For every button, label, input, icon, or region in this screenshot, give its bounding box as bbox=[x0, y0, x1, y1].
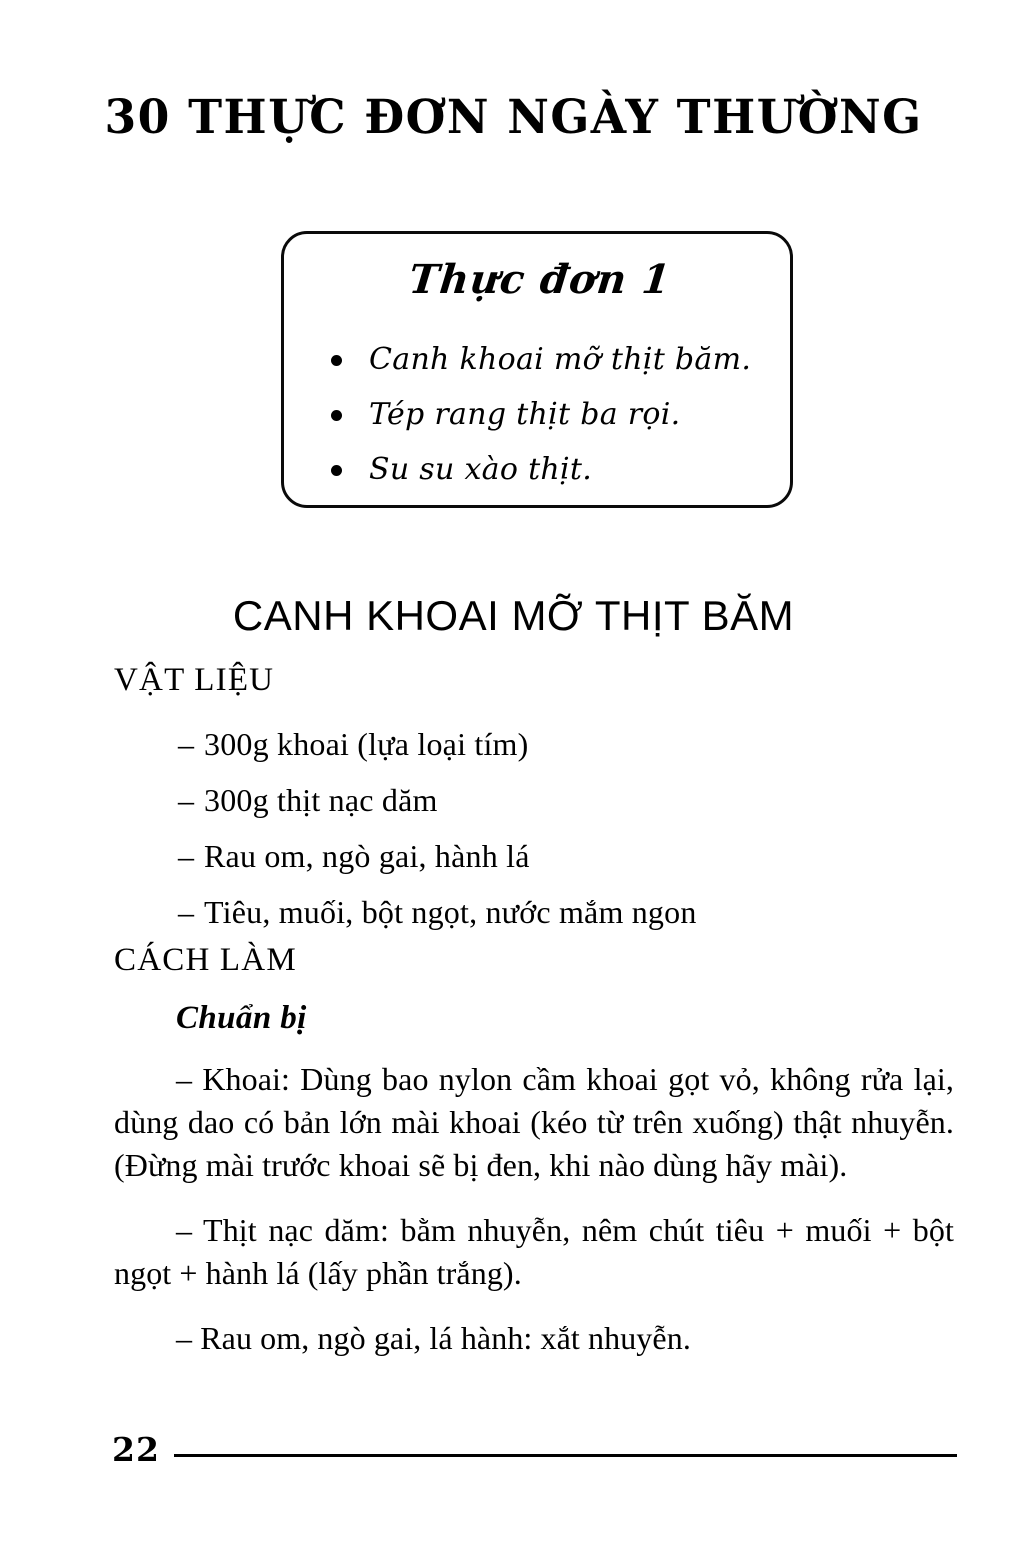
list-item bbox=[178, 716, 958, 772]
list-item bbox=[178, 772, 958, 828]
method-heading: CÁCH LÀM bbox=[114, 942, 297, 978]
dash-marker: – bbox=[178, 782, 195, 818]
list-item bbox=[178, 828, 958, 884]
ingredient-list bbox=[178, 716, 958, 940]
ingredient-label: 300g thịt nạc dăm bbox=[204, 782, 438, 818]
bullet-icon bbox=[331, 465, 342, 476]
menu-item-label: Tép rang thịt ba rọi. bbox=[369, 397, 681, 432]
ingredient-label: 300g khoai (lựa loại tím) bbox=[204, 726, 529, 762]
method-steps bbox=[114, 1058, 954, 1360]
bullet-icon bbox=[331, 410, 342, 421]
step-paragraph: – Thịt nạc dăm: bằm nhuyễn, nêm chút tiêu + muối + bột ngọt + hành lá (lấy phần trắng). bbox=[114, 1212, 954, 1291]
list-item bbox=[328, 387, 778, 442]
list-item bbox=[178, 884, 958, 940]
dash-marker: – bbox=[178, 894, 195, 930]
running-head: 30 THỰC ĐƠN NGÀY THƯỜNG bbox=[104, 90, 923, 145]
menu-item-list bbox=[328, 332, 778, 497]
menu-card bbox=[281, 231, 793, 508]
dash-marker: – bbox=[178, 726, 195, 762]
step-paragraph: – Rau om, ngò gai, lá hành: xắt nhuyễn. bbox=[176, 1320, 691, 1356]
menu-card-title: Thực đơn 1 bbox=[406, 256, 674, 303]
ingredient-label: Rau om, ngò gai, hành lá bbox=[204, 838, 530, 874]
step-paragraph: – Khoai: Dùng bao nylon cầm khoai gọt vỏ, không rửa lại, dùng dao có bản lớn mài khoai (kéo từ trên xuống) thật nhuyễn. (Đừng mài trước khoai sẽ bị đen, khi nào dùng hãy mài). bbox=[114, 1061, 954, 1183]
recipe-title: CANH KHOAI MỠ THỊT BĂM bbox=[232, 592, 795, 639]
ingredient-label: Tiêu, muối, bột ngọt, nước mắm ngon bbox=[204, 894, 697, 930]
footer-divider bbox=[174, 1454, 957, 1457]
bullet-icon bbox=[331, 355, 342, 366]
menu-item-label: Su su xào thịt. bbox=[369, 452, 593, 487]
dash-marker: – bbox=[178, 838, 195, 874]
page-footer bbox=[112, 1432, 957, 1472]
ingredients-heading: VẬT LIỆU bbox=[114, 662, 275, 698]
menu-item-label: Canh khoai mỡ thịt băm. bbox=[369, 342, 752, 377]
list-item bbox=[328, 442, 778, 497]
list-item bbox=[328, 332, 778, 387]
page-number: 22 bbox=[112, 1430, 160, 1469]
prep-subheading: Chuẩn bị bbox=[176, 1000, 307, 1036]
